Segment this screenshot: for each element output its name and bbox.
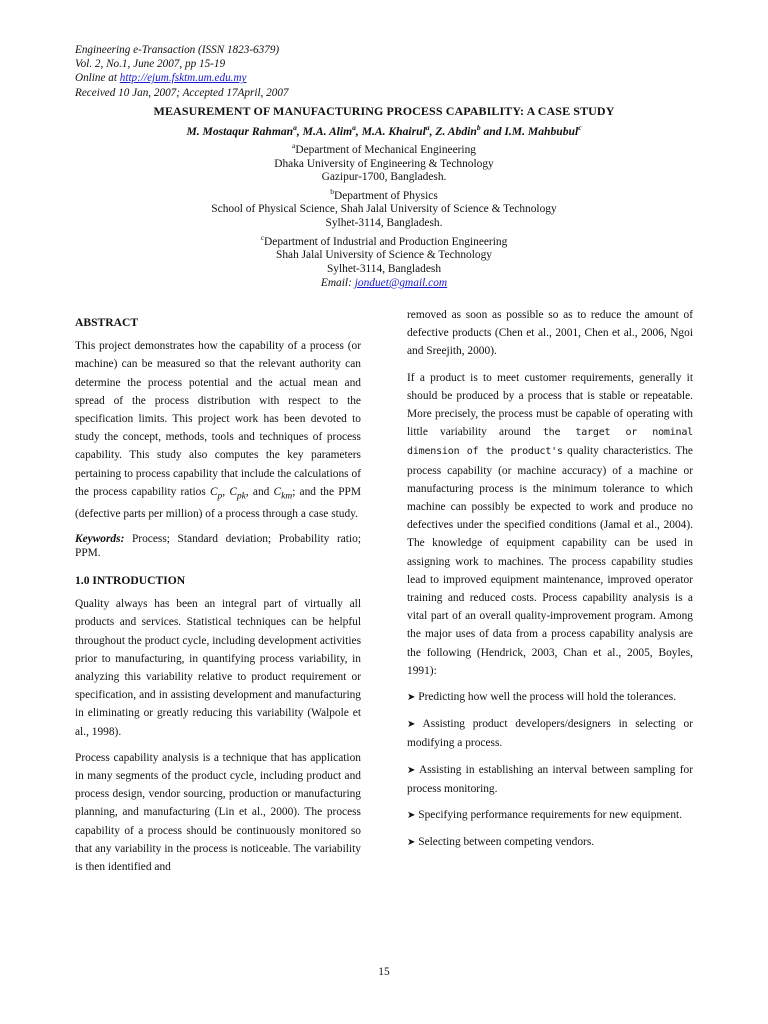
affil-b-city: Sylhet-3114, Bangladesh.	[325, 217, 443, 230]
left-column	[75, 314, 361, 884]
abstract-heading: ABSTRACT	[75, 316, 139, 329]
right-column	[407, 306, 693, 860]
journal-online: Online at http://ejum.fsktm.um.edu.my	[75, 72, 247, 85]
affil-c-dept: $^c$Department of Industrial and Production Engineering	[260, 232, 508, 248]
affil-a-dept: $^a$Department of Mechanical Engineering	[292, 141, 476, 156]
arrow-bullet-icon: ➤	[407, 810, 416, 822]
intro-paragraph-2: Process capability analysis is a technique that has application in many segments of the product cycle, including product and process design, vendor sourcing, production or manufacturing planning, and manufacturing (Lin et al., 2000). The process capability of a process should be continuously monitored so that any variability in the process is noticeable. The variability is then identified and	[75, 751, 361, 873]
introduction-heading: 1.0 INTRODUCTION	[75, 573, 186, 587]
right-paragraph-1: removed as soon as possible so as to reduce the amount of defective products (Chen et al., 2001, Chen et al., 2006, Ngoi and Sreejith, 2000).	[407, 309, 693, 358]
bullet-item: ➤ Specifying performance requirements for new equipment.	[407, 809, 683, 822]
paper-title: MEASUREMENT OF MANUFACTURING PROCESS CAPABILITY: A CASE STUDY	[153, 104, 615, 118]
bullet-item: ➤ Predicting how well the process will hold the tolerances.	[407, 691, 677, 704]
affil-a-city: Gazipur-1700, Bangladesh.	[321, 171, 447, 184]
affil-b-univ: School of Physical Science, Shah Jalal University of Science & Technology	[211, 203, 557, 216]
affil-a-univ: Dhaka University of Engineering & Technology	[274, 157, 494, 170]
affil-b-dept: $^b$Department of Physics	[330, 186, 438, 202]
bullet-item: ➤ Selecting between competing vendors.	[407, 836, 595, 849]
arrow-bullet-icon: ➤	[407, 719, 416, 731]
journal-name: Engineering e-Transaction (ISSN 1823-6379)	[75, 44, 280, 56]
bullet-item: ➤ Assisting in establishing an interval between sampling for process monitoring.	[407, 763, 693, 795]
journal-dates: Received 10 Jan, 2007; Accepted 17April, 2007	[75, 86, 289, 99]
contact-email: Email: jonduet@gmail.com	[320, 276, 448, 289]
arrow-bullet-icon: ➤	[407, 764, 416, 776]
affiliations	[0, 139, 768, 290]
intro-paragraph-1: Quality always has been an integral part of virtually all products and services. Statistical techniques can be helpful throughout the product cycle, including development activities prior to manufacturing, in quantifying process variability, in analyzing this variability relative to product requirement or specification, and in assisting development and manufacturing in eliminating or greatly reducing this variability (Walpole et al., 1998).	[75, 598, 361, 738]
journal-volume: Vol. 2, No.1, June 2007, pp 15-19	[75, 58, 226, 71]
affil-c-city: Sylhet-3114, Bangladesh	[326, 263, 442, 276]
journal-url-link[interactable]: http://ejum.fsktm.um.edu.my	[119, 72, 247, 85]
abstract-text: This project demonstrates how the capability of a process (or machine) can be measured so that the relevant authority can determine the process potential and the actual mean and spread of the process distribution with respect to the specification limits. This project work has been devoted to study the concept, methods, tools and techniques of process capability. This study also computes the key parameters pertaining to process capability that include the calculations of the process capability ratios $C_p$, $C_{pk}$, and $C_{km}$; and the PPM (defective parts per million) of a process through a case study.	[75, 340, 362, 521]
keywords: Keywords: Process; Standard deviation; Probability ratio; PPM.	[75, 532, 361, 559]
arrow-bullet-icon: ➤	[407, 692, 416, 704]
email-link[interactable]: jonduet@gmail.com	[354, 276, 448, 289]
keywords-label: Keywords:	[75, 532, 125, 545]
affil-c-univ: Shah Jalal University of Science & Technology	[276, 249, 492, 262]
page-number: 15	[378, 966, 390, 978]
journal-header	[75, 43, 289, 100]
arrow-bullet-icon: ➤	[407, 837, 416, 849]
author-list: M. Mostaqur Rahman$^a$, M.A. Alim$^a$, M.A. Khairul$^a$, Z. Abdin$^b$ and I.M. Mahbubul$^c$	[186, 123, 582, 138]
bullet-item: ➤ Assisting product developers/designers in selecting or modifying a process.	[407, 718, 693, 750]
right-paragraph-2: If a product is to meet customer requirements, generally it should be produced by a process that is stable or repeatable. More precisely, the process must be capable of operating with little variability around the target or nominal dimension of the product's quality characteristics. The process capability (or machine accuracy) of a machine or manufacturing process is the minimum tolerance to which machine can possibly be expected to work and produce no defectives under the specified conditions (Jamal et al., 2004). The knowledge of equipment capability can be used in assigning work to machines. The process capability studies lead to improved equipment maintenance, improved operator training and reduced costs. Process capability analysis is a vital part of an overall quality-improvement program. Among the major uses of data from a process capability analysis are the following (Hendrick, 2003, Chan et al., 2005, Boyles, 1991):	[407, 371, 693, 677]
